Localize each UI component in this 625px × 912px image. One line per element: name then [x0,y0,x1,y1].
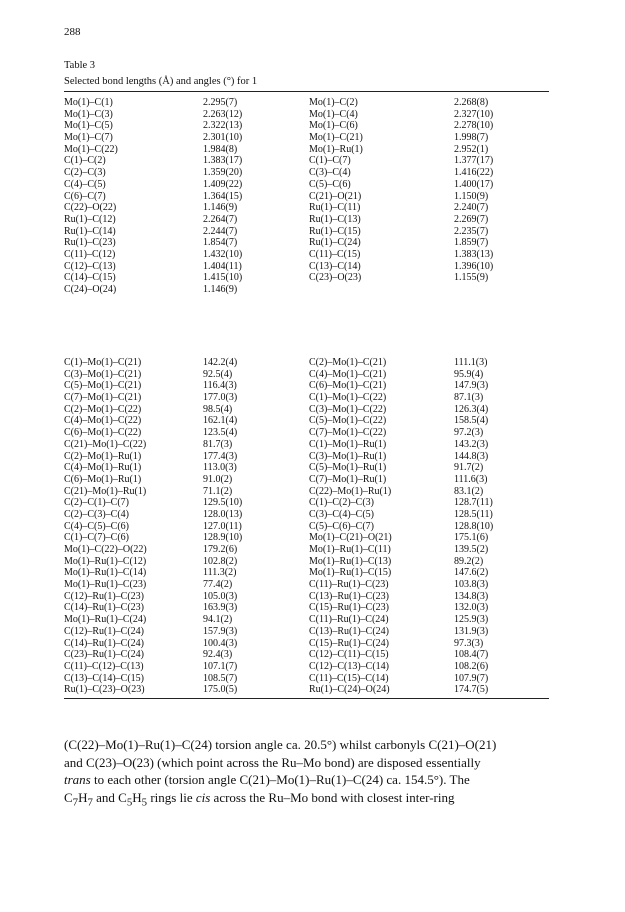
bond-label-cell: C(11)–C(12) [64,248,116,260]
value-cell: 1.364(15) [203,190,243,202]
value-cell: 91.0(2) [203,473,233,485]
body-fragment: C [64,789,73,805]
table-row [64,404,549,416]
bond-label-cell: Ru(1)–C(23) [64,237,116,249]
bond-label-cell: C(13)–C(14)–C(15) [64,672,144,684]
subscript: 5 [126,796,133,809]
table-row [64,369,549,381]
value-cell: 2.322(13) [203,120,243,132]
body-line [64,789,551,812]
value-cell: 157.9(3) [203,625,238,637]
bond-label-cell: C(2)–C(3) [64,167,106,179]
value-cell: 2.240(7) [454,202,489,214]
bond-label-cell: C(7)–Mo(1)–Ru(1) [309,473,387,485]
table-row [64,451,549,463]
value-cell: 162.1(4) [203,415,238,427]
bond-label-cell: Mo(1)–Ru(1) [309,143,363,155]
bond-angles-table [64,357,549,696]
bond-label-cell: Mo(1)–C(5) [64,120,113,132]
value-cell: 1.404(11) [203,260,242,272]
value-cell: 111.3(2) [203,567,237,579]
value-cell: 102.8(2) [203,555,238,567]
bond-label-cell: Mo(1)–C(1) [64,97,113,108]
bond-label-cell: C(6)–Mo(1)–C(22) [64,427,142,439]
value-cell: 1.984(8) [203,143,238,155]
bond-label-cell: Mo(1)–Ru(1)–C(23) [64,579,147,591]
bond-label-cell: C(7)–Mo(1)–C(21) [64,392,142,404]
value-cell: 1.377(17) [454,155,494,167]
bond-label-cell: C(22)–O(22) [64,202,117,214]
bond-label-cell: C(2)–C(3)–C(4) [64,508,129,520]
value-cell: 87.1(3) [454,392,484,404]
value-cell: 97.3(3) [454,637,484,649]
bond-label-cell: C(1)–Mo(1)–C(22) [309,392,387,404]
bond-label-cell: Mo(1)–Ru(1)–C(24) [64,614,147,626]
value-cell: 103.8(3) [454,579,489,591]
bond-label-cell: C(1)–C(2) [64,155,106,167]
value-cell: 129.5(10) [203,497,243,509]
bond-label-cell: C(11)–Ru(1)–C(23) [309,579,389,591]
bond-label-cell: C(2)–Mo(1)–Ru(1) [64,450,142,462]
value-cell: 163.9(3) [203,602,238,614]
table-bottom-rule [64,698,549,699]
table-row [64,214,549,226]
value-cell: 71.1(2) [203,485,233,497]
value-cell: 127.0(11) [203,520,242,532]
value-cell: 1.409(22) [203,178,243,190]
value-cell: 2.244(7) [203,225,238,237]
value-cell: 108.2(6) [454,660,489,672]
bond-label-cell: Mo(1)–C(22)–O(22) [64,544,147,555]
value-cell: 147.9(3) [454,380,489,392]
bond-label-cell: Mo(1)–C(2) [309,97,358,108]
bond-label-cell: Ru(1)–C(11) [309,202,361,214]
value-cell: 1.383(17) [203,155,243,167]
value-cell: 105.0(3) [203,590,238,602]
value-cell: 108.5(7) [203,672,238,684]
bond-label-cell: C(1)–C(7) [309,155,351,167]
bond-label-cell: Mo(1)–Ru(1)–C(12) [64,555,147,567]
value-cell: 1.146(9) [203,284,238,295]
body-fragment: rings lie [147,789,196,805]
bond-label-cell: C(14)–C(15) [64,272,116,284]
value-cell: 1.859(7) [454,237,489,249]
value-cell: 1.400(17) [454,178,494,190]
bond-label-cell: C(4)–C(5) [64,178,106,190]
bond-label-cell: C(13)–Ru(1)–C(24) [309,625,389,637]
value-cell: 132.0(3) [454,602,489,614]
bond-label-cell: C(6)–Mo(1)–C(21) [309,380,387,392]
table-row [64,661,549,673]
bond-label-cell: C(21)–O(21) [309,190,362,202]
value-cell: 125.9(3) [454,614,489,626]
table-row [64,357,549,369]
body-text [64,736,551,812]
body-line: and C(23)–O(23) (which point across the Ru–Mo bond) are disposed essentially [64,754,481,770]
table-row [64,132,549,144]
table-row [64,474,549,486]
value-cell: 111.6(3) [454,473,488,485]
value-cell: 77.4(2) [203,579,233,591]
value-cell: 128.9(10) [203,532,243,544]
table-row [64,261,549,273]
bond-label-cell: C(12)–Ru(1)–C(24) [64,625,144,637]
value-cell: 134.8(3) [454,590,489,602]
value-cell: 123.5(4) [203,427,238,439]
value-cell: 144.8(3) [454,450,489,462]
value-cell: 2.952(1) [454,143,489,155]
value-cell: 177.0(3) [203,392,238,404]
bond-label-cell: C(21)–Mo(1)–Ru(1) [64,485,147,497]
bond-label-cell: C(5)–Mo(1)–C(21) [64,380,142,392]
table-row [64,649,549,661]
body-line: (C(22)–Mo(1)–Ru(1)–C(24) torsion angle ca. 20.5°) whilst carbonyls C(21)–O(21) [64,737,497,752]
value-cell: 1.416(22) [454,167,494,179]
value-cell: 2.327(10) [454,108,494,120]
table-row [64,462,549,474]
value-cell: 92.5(4) [203,368,233,380]
bond-label-cell: Mo(1)–Ru(1)–C(13) [309,555,392,567]
value-cell: 175.0(5) [203,684,238,696]
bond-label-cell: C(5)–Mo(1)–C(22) [309,415,387,427]
italic-term: trans [64,772,91,787]
table-row [64,109,549,121]
bond-label-cell: C(11)–C(12)–C(13) [64,660,144,672]
bond-label-cell: C(1)–C(7)–C(6) [64,532,129,544]
value-cell: 111.1(3) [454,357,488,368]
bond-label-cell: C(1)–C(2)–C(3) [309,497,374,509]
value-cell: 126.3(4) [454,403,489,415]
bond-label-cell: Mo(1)–C(7) [64,132,113,144]
value-cell: 179.2(6) [203,544,238,555]
table-row [64,486,549,498]
bond-label-cell: Ru(1)–C(24) [309,237,361,249]
value-cell: 2.264(7) [203,213,238,225]
value-cell: 1.146(9) [203,202,238,214]
value-cell: 1.998(7) [454,132,489,144]
value-cell: 116.4(3) [203,380,237,392]
bond-label-cell: C(11)–Ru(1)–C(24) [309,614,389,626]
value-cell: 2.269(7) [454,213,489,225]
bond-label-cell: C(14)–Ru(1)–C(24) [64,637,144,649]
value-cell: 98.5(4) [203,403,233,415]
table-row [64,179,549,191]
value-cell: 1.432(10) [203,248,243,260]
table-row [64,579,549,591]
value-cell: 177.4(3) [203,450,238,462]
table-row [64,249,549,261]
bond-label-cell: C(23)–Ru(1)–C(24) [64,649,144,661]
value-cell: 2.278(10) [454,120,494,132]
table-row [64,226,549,238]
bond-label-cell: C(12)–C(11)–C(15) [309,649,389,661]
table-title: Table 3 [64,60,96,71]
value-cell: 2.263(12) [203,108,243,120]
table-row [64,602,549,614]
body-fragment: H [78,789,88,805]
bond-label-cell: C(4)–C(5)–C(6) [64,520,129,532]
value-cell: 128.7(11) [454,497,493,509]
bond-label-cell: C(6)–Mo(1)–Ru(1) [64,473,142,485]
bond-label-cell: C(5)–C(6) [309,178,351,190]
table-row [64,272,549,284]
bond-label-cell: Mo(1)–C(21)–O(21) [309,532,392,544]
value-cell: 97.2(3) [454,427,484,439]
subscript: 7 [72,796,79,809]
bond-label-cell: C(6)–C(7) [64,190,106,202]
body-fragment: H [132,789,142,805]
subscript: 5 [141,796,148,809]
table-row [64,155,549,167]
value-cell: 174.7(5) [454,684,489,696]
body-fragment: across the Ru–Mo bond with closest inter-ring [210,789,455,805]
bond-label-cell: C(4)–Mo(1)–Ru(1) [64,462,142,474]
value-cell: 142.2(4) [203,357,238,368]
body-line [64,771,551,789]
table-row [64,544,549,556]
bond-label-cell: Ru(1)–C(23)–O(23) [64,684,145,696]
bond-label-cell: C(2)–Mo(1)–C(21) [309,357,387,368]
table-row [64,439,549,451]
bond-label-cell: Ru(1)–C(14) [64,225,116,237]
value-cell: 1.155(9) [454,272,489,284]
value-cell: 1.150(9) [454,190,489,202]
bond-label-cell: C(11)–C(15) [309,248,361,260]
value-cell: 131.9(3) [454,625,489,637]
bond-label-cell: Mo(1)–Ru(1)–C(11) [309,544,391,555]
value-cell: 1.396(10) [454,260,494,272]
table-row [64,591,549,603]
value-cell: 1.854(7) [203,237,238,249]
table-row [64,638,549,650]
table-top-rule [64,91,549,92]
bond-label-cell: C(11)–C(15)–C(14) [309,672,389,684]
bond-label-cell: Mo(1)–C(22) [64,143,118,155]
bond-label-cell: C(12)–Ru(1)–C(23) [64,590,144,602]
bond-label-cell: C(21)–Mo(1)–C(22) [64,438,147,450]
bond-label-cell: Mo(1)–C(6) [309,120,358,132]
bond-label-cell: C(15)–Ru(1)–C(23) [309,602,389,614]
value-cell: 81.7(3) [203,438,233,450]
value-cell: 2.235(7) [454,225,489,237]
table-row [64,237,549,249]
table-row [64,202,549,214]
table-row [64,392,549,404]
value-cell: 1.415(10) [203,272,243,284]
body-fragment: and C [92,789,127,805]
value-cell: 2.295(7) [203,97,238,108]
bond-label-cell: Ru(1)–C(12) [64,213,116,225]
bond-label-cell: Ru(1)–C(13) [309,213,361,225]
bond-label-cell: C(3)–C(4)–C(5) [309,508,374,520]
value-cell: 108.4(7) [454,649,489,661]
value-cell: 94.1(2) [203,614,233,626]
bond-label-cell: C(13)–Ru(1)–C(23) [309,590,389,602]
value-cell: 143.2(3) [454,438,489,450]
table-row [64,191,549,203]
table-row [64,684,549,696]
bond-label-cell: C(4)–Mo(1)–C(22) [64,415,142,427]
value-cell: 107.9(7) [454,672,489,684]
bond-label-cell: Mo(1)–C(3) [64,108,113,120]
value-cell: 83.1(2) [454,485,484,497]
italic-term: cis [195,789,211,805]
table-row [64,97,549,109]
table-row [64,556,549,568]
bond-label-cell: C(5)–C(6)–C(7) [309,520,374,532]
bond-label-cell: C(14)–Ru(1)–C(23) [64,602,144,614]
bond-label-cell: C(4)–Mo(1)–C(21) [309,368,387,380]
bond-label-cell: C(3)–Mo(1)–C(22) [309,403,387,415]
value-cell: 147.6(2) [454,567,489,579]
table-row [64,144,549,156]
bond-label-cell: C(2)–C(1)–C(7) [64,497,129,509]
value-cell: 139.5(2) [454,544,489,555]
bond-label-cell: Ru(1)–C(15) [309,225,361,237]
bond-label-cell: C(22)–Mo(1)–Ru(1) [309,485,392,497]
subscript: 7 [87,796,93,809]
bond-label-cell: C(7)–Mo(1)–C(22) [309,427,387,439]
bond-label-cell: Mo(1)–Ru(1)–C(14) [64,567,147,579]
table-row [64,614,549,626]
bond-label-cell: C(15)–Ru(1)–C(24) [309,637,389,649]
value-cell: 1.359(20) [203,167,243,179]
value-cell: 92.4(3) [203,649,233,661]
bond-label-cell: C(5)–Mo(1)–Ru(1) [309,462,387,474]
table-row [64,673,549,685]
table-row [64,415,549,427]
bond-label-cell: C(24)–O(24) [64,284,117,295]
value-cell: 113.0(3) [203,462,237,474]
bond-label-cell: Mo(1)–C(21) [309,132,363,144]
table-row [64,284,549,296]
value-cell: 89.2(2) [454,555,484,567]
value-cell: 107.1(7) [203,660,238,672]
body-fragment: to each other (torsion angle C(21)–Mo(1)–Ru(1)–C(24) ca. 154.5°). The [90,772,470,787]
table-row [64,626,549,638]
value-cell: 128.5(11) [454,508,493,520]
value-cell: 2.301(10) [203,132,243,144]
table-row [64,120,549,132]
bond-label-cell: C(3)–Mo(1)–C(21) [64,368,142,380]
bond-label-cell: C(23)–O(23) [309,272,362,284]
bond-label-cell: C(1)–Mo(1)–C(21) [64,357,142,368]
bond-label-cell: Ru(1)–C(24)–O(24) [309,684,390,696]
bond-lengths-table [64,97,549,296]
bond-label-cell: Mo(1)–C(4) [309,108,358,120]
bond-label-cell: C(13)–C(14) [309,260,361,272]
table-caption: Selected bond lengths (Å) and angles (°) for 1 [64,76,258,87]
bond-label-cell: C(12)–C(13) [64,260,116,272]
table-row [64,167,549,179]
table-row [64,497,549,509]
bond-label-cell: Mo(1)–Ru(1)–C(15) [309,567,392,579]
page-number: 288 [64,26,81,38]
table-row [64,427,549,439]
table-row [64,521,549,533]
value-cell: 175.1(6) [454,532,489,544]
value-cell: 100.4(3) [203,637,238,649]
table-row [64,380,549,392]
value-cell: 1.383(13) [454,248,494,260]
value-cell: 95.9(4) [454,368,484,380]
table-row [64,532,549,544]
value-cell: 158.5(4) [454,415,489,427]
bond-label-cell: C(12)–C(13)–C(14) [309,660,389,672]
value-cell: 128.0(13) [203,508,243,520]
bond-label-cell: C(2)–Mo(1)–C(22) [64,403,142,415]
value-cell: 2.268(8) [454,97,489,108]
bond-label-cell: C(1)–Mo(1)–Ru(1) [309,438,387,450]
bond-label-cell: C(3)–C(4) [309,167,351,179]
value-cell: 91.7(2) [454,462,484,474]
bond-label-cell: C(3)–Mo(1)–Ru(1) [309,450,387,462]
value-cell: 128.8(10) [454,520,494,532]
table-row [64,567,549,579]
table-row [64,509,549,521]
